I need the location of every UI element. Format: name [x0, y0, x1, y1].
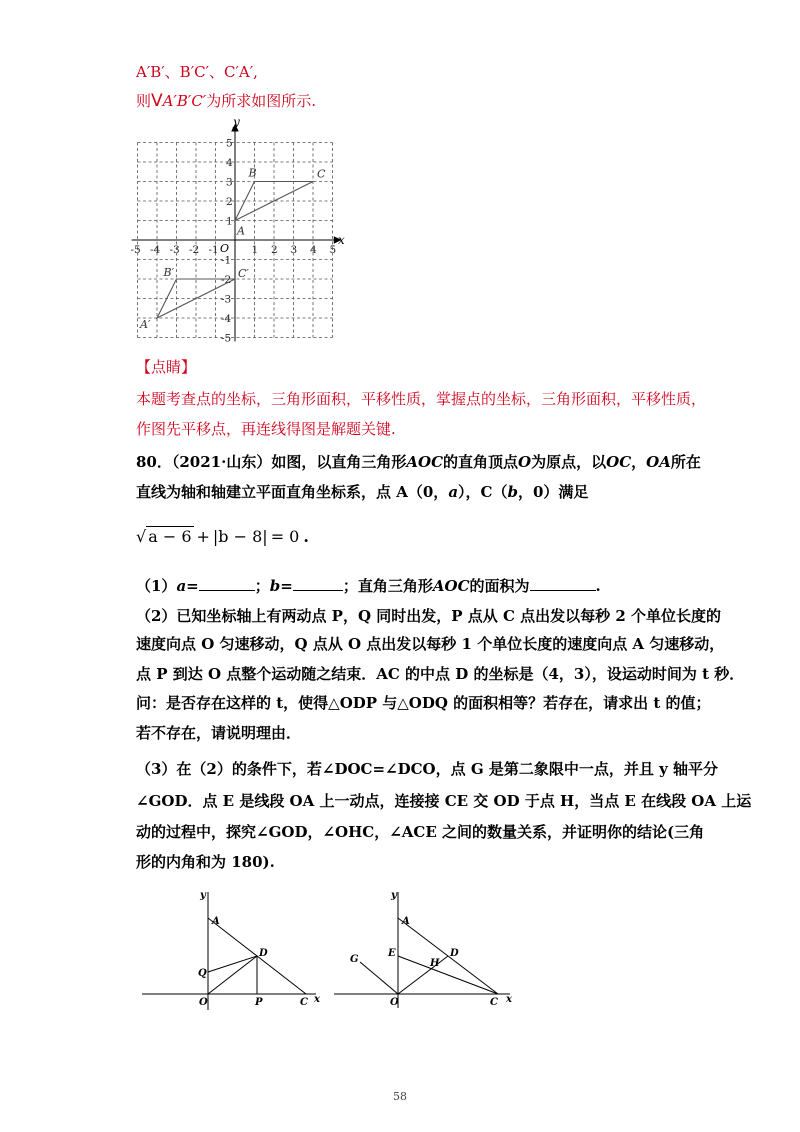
problem-number: 80．（2021·山东）如图，以直角三角形	[136, 453, 407, 471]
y-tick-label: -1	[221, 254, 232, 267]
point-label-a: A	[237, 224, 245, 238]
question-3-line-2: ∠GOD．点 E 是线段 OA 上一动点，连接接 CE 交 OD 于点 H，当点 E 在线段 OA 上运	[136, 792, 752, 810]
x-tick-label: 2	[271, 244, 278, 256]
x-tick-label: 5	[329, 244, 337, 256]
text-frag: 的直角顶点	[443, 453, 519, 471]
y-tick-labels	[221, 138, 233, 345]
question-2-line-5: 若不存在，请说明理由．	[136, 724, 302, 742]
figure-2	[330, 888, 526, 1012]
sqrt-content: a − 6	[148, 527, 192, 546]
question-1	[136, 576, 601, 596]
fig2-label-x: x	[506, 994, 512, 1005]
answer-line-2	[136, 91, 316, 111]
x-tick-label: -3	[169, 244, 180, 256]
comment-header: 【点睛】	[136, 358, 197, 376]
fig2-label-e: E	[388, 948, 396, 959]
text-frag: 为原点，以	[531, 453, 607, 471]
fig2-label-a: A	[402, 916, 410, 927]
page-number: 58	[393, 1090, 407, 1103]
text-b: b	[269, 577, 281, 595]
y-tick-label: 2	[226, 196, 233, 208]
answer-line-2-post: 为所求如图所示.	[206, 92, 316, 110]
fig1-label-p: P	[255, 997, 263, 1008]
text-frag: 直线为轴和轴建立平面直角坐标系，点 A（0，	[136, 483, 449, 501]
fig2-segment-od	[398, 956, 448, 994]
point-label-c1: C′	[238, 267, 249, 280]
text-frag: ），C（	[458, 483, 508, 501]
x-tick-label: -1	[208, 244, 219, 256]
x-tick-labels	[131, 244, 337, 256]
x-axis-label: x	[338, 233, 345, 247]
triangle-symbol: V	[151, 91, 163, 111]
y-tick-label: -5	[221, 332, 232, 345]
text-frag: （1）	[136, 577, 177, 595]
problem-line-1	[136, 452, 701, 472]
fig2-label-y: y	[391, 890, 397, 901]
equation-rhs: = 0	[270, 527, 300, 546]
origin-label: O	[220, 242, 230, 255]
y-tick-label: 3	[226, 176, 233, 189]
fig1-label-o: O	[199, 997, 208, 1008]
question-2-line-4: 问：是否存在这样的 t，使得△ODP 与△ODQ 的面积相等？若存在，请求出 t 的值；	[136, 694, 711, 712]
text-o: O	[518, 453, 532, 471]
x-tick-label: -4	[150, 244, 161, 256]
text-aoc: AOC	[406, 453, 444, 471]
point-label-b: B	[248, 166, 257, 180]
y-tick-label: -4	[221, 313, 232, 325]
question-2-line-1: （2）已知坐标轴上有两动点 P，Q 同时出发，P 点从 C 点出发以每秒 2 个单位长度的	[136, 607, 721, 625]
coordinate-grid-figure	[132, 114, 348, 352]
y-tick-label: -2	[221, 274, 232, 286]
fig1-segment-od	[208, 956, 257, 994]
fig2-label-g: G	[350, 954, 359, 965]
question-3-line-4: 形的内角和为 180).	[136, 853, 275, 871]
fig1-label-d: D	[259, 948, 268, 959]
text-frag: ，0）满足	[518, 483, 589, 501]
fig2-label-h: H	[430, 958, 440, 969]
text-frag: ，	[631, 453, 647, 471]
text-oc: OC	[606, 453, 632, 471]
figure-1	[136, 888, 332, 1012]
fig1-label-y: y	[200, 890, 206, 901]
point-label-b1: B′	[163, 266, 175, 279]
point-label-a1: A′	[140, 318, 151, 331]
fig1-segment-qd	[208, 956, 257, 972]
fig2-label-d: D	[450, 948, 459, 959]
x-tick-label: -2	[189, 244, 200, 256]
question-2-line-3: 点 P 到达 O 点整个运动随之结束．AC 的中点 D 的坐标是（4，3），设运动时间为 t 秒．	[136, 665, 745, 683]
text-b: b	[507, 483, 518, 501]
equation-dot: .	[303, 527, 309, 546]
triangle-name: A′B′C′	[162, 92, 207, 110]
text-frag: 所在	[670, 453, 701, 471]
text-frag: =	[186, 577, 199, 595]
comment-line-1: 本题考查点的坐标，三角形面积，平移性质，掌握点的坐标，三角形面积，平移性质，	[136, 390, 707, 408]
text-frag: =	[280, 577, 293, 595]
text-oa: OA	[646, 453, 671, 471]
text-frag: ；直角三角形	[342, 577, 433, 595]
fig1-label-a: A	[212, 916, 220, 927]
fig2-segment-ec	[398, 956, 498, 994]
comment-line-2: 作图先平移点，再连线得图是解题关键.	[136, 420, 396, 438]
fig2-segment-og	[360, 962, 398, 994]
text-a: a	[176, 577, 187, 595]
fig1-label-x: x	[314, 994, 320, 1005]
answer-line-2-pre: 则	[136, 92, 152, 110]
blank-a[interactable]	[199, 576, 255, 591]
plus-sign: +	[196, 527, 210, 546]
question-2-line-2: 速度向点 O 匀速移动，Q 点从 O 点出发以每秒 1 个单位长度的速度向点 A 匀速移动，	[136, 635, 725, 653]
text-frag: 的面积为	[469, 577, 530, 595]
fig2-label-c: C	[490, 997, 498, 1008]
x-tick-label: 1	[251, 244, 259, 256]
y-tick-label: -3	[221, 293, 232, 306]
y-tick-label: 1	[226, 215, 233, 228]
abs-content: b − 8	[218, 527, 263, 546]
x-tick-label: -5	[130, 244, 141, 256]
blank-b[interactable]	[293, 576, 343, 591]
x-tick-label: 3	[290, 244, 298, 256]
x-tick-label: 4	[310, 244, 317, 256]
fig1-label-q: Q	[198, 968, 207, 979]
question-3-line-3: 动的过程中，探究∠GOD，∠OHC，∠ACE 之间的数量关系，并证明你的结论(三角	[136, 823, 705, 841]
question-3-line-1: （3）在（2）的条件下，若∠DOC=∠DCO，点 G 是第二象限中一点，并且 y 轴平分	[136, 760, 719, 778]
fig1-label-c: C	[300, 997, 308, 1008]
point-labels	[139, 167, 326, 332]
text-frag: .	[595, 577, 601, 595]
text-frag: ；	[254, 577, 270, 595]
axes	[132, 125, 341, 341]
y-tick-label: 5	[226, 137, 233, 150]
blank-area[interactable]	[530, 576, 596, 591]
equation: √ a − 6 + |b − 8| = 0 .	[136, 527, 309, 546]
fig2-label-o: O	[390, 997, 399, 1008]
y-axis-label: y	[233, 115, 240, 129]
text-a: a	[448, 483, 459, 501]
y-tick-label: 4	[226, 157, 233, 169]
text-aoc: AOC	[432, 577, 470, 595]
answer-line-1: A′B′、B′C′、C′A′,	[136, 63, 258, 81]
point-label-c: C	[317, 167, 326, 181]
problem-line-2	[136, 482, 588, 502]
